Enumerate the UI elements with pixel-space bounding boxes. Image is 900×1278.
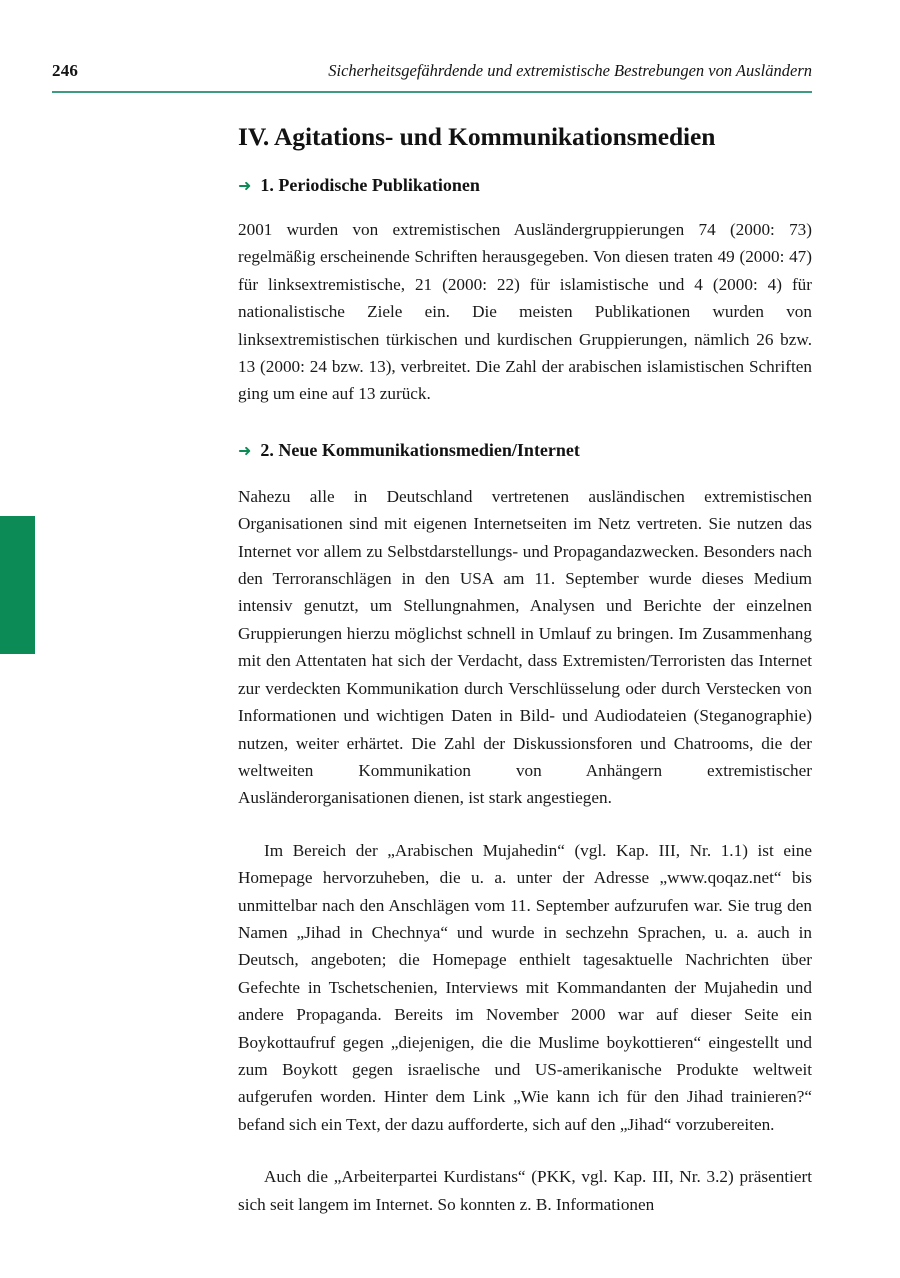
text-column [238, 120, 812, 1218]
section-heading-2 [238, 437, 812, 465]
arrow-right-icon: ➜ [238, 442, 252, 460]
paragraph: Auch die „Arbeiterpartei Kurdistans“ (PKK, vgl. Kap. III, Nr. 3.2) präsentiert sich seit langem im Internet. So konnten z. B. Informationen [238, 1167, 812, 1214]
running-head: Sicherheitsgefährdende und extremistische Bestrebungen von Ausländern [328, 61, 812, 80]
page-header [52, 58, 812, 92]
section-heading-1 [238, 172, 812, 200]
chapter-edge-tab [0, 516, 35, 654]
header-rule [52, 91, 812, 93]
paragraph: 2001 wurden von extremistischen Ausländergruppierungen 74 (2000: 73) regelmäßig erscheinende Schriften herausgegeben. Von diesen traten 49 (2000: 47) für linksextremistische, 21 (2000: 22) für islamistische und 4 (2000: 4) für nationalistische Ziele ein. Die meisten Publikationen wurden von linksextremistischen türkischen und kurdischen Gruppierungen, nämlich 26 bzw. 13 (2000: 24 bzw. 13), verbreitet. Die Zahl der arabischen islamistischen Schriften ging um eine auf 13 zurück. [238, 220, 812, 404]
paragraph: Im Bereich der „Arabischen Mujahedin“ (vgl. Kap. III, Nr. 1.1) ist eine Homepage hervorzuheben, die u. a. unter der Adresse „www.qoqaz.net“ bis unmittelbar nach den Anschlägen vom 11. September aufzurufen war. Sie trug den Namen „Jihad in Chechnya“ und wurde in sechzehn Sprachen, u. a. auch in Deutsch, angeboten; die Homepage enthielt tagesaktuelle Nachrichten über Gefechte in Tschetschenien, Interviews mit Kommandanten der Mujahedin und andere Propaganda. Bereits im November 2000 war auf dieser Seite ein Boykottaufruf gegen „diejenigen, die die Muslime boykottieren“ eingestellt und zum Boykott gegen israelische und US-amerikanische Produkte weltweit aufgerufen worden. Hinter dem Link „Wie kann ich für den Jihad trainieren?“ befand sich ein Text, der dazu aufforderte, sich auf den „Jihad“ vorzubereiten. [238, 840, 812, 1134]
section-heading-2-label: 2. Neue Kommunikationsmedien/Internet [260, 439, 580, 460]
chapter-title: IV. Agitations- und Kommunikationsmedien [238, 122, 716, 151]
section-heading-1-label: 1. Periodische Publikationen [260, 175, 480, 195]
paragraph: Nahezu alle in Deutschland vertretenen ausländischen extremistischen Organisationen sind mit eigenen Internetseiten im Netz vertreten. Sie nutzen das Internet vor allem zu Selbstdarstellungs- und Propagandazwecken. Besonders nach den Terroranschlägen in den USA am 11. September wurde dieses Medium intensiv genutzt, um Stellungnahmen, Analysen und Berichte der einzelnen Gruppierungen hierzu möglichst schnell in Umlauf zu bringen. Im Zusammenhang mit den Attentaten hat sich der Verdacht, dass Extremisten/Terroristen das Internet zur verdeckten Kommunikation durch Verschlüsselung oder durch Verstecken von Informationen und wichtigen Daten in Bild- und Audiodateien (Steganographie) nutzen, weiter erhärtet. Die Zahl der Diskussionsforen und Chatrooms, die der weltweiten Kommunikation von Anhängern extremistischer Ausländerorganisationen dienen, ist stark angestiegen. [238, 486, 812, 808]
arrow-right-icon: ➜ [238, 178, 252, 195]
page-number: 246 [52, 61, 79, 80]
